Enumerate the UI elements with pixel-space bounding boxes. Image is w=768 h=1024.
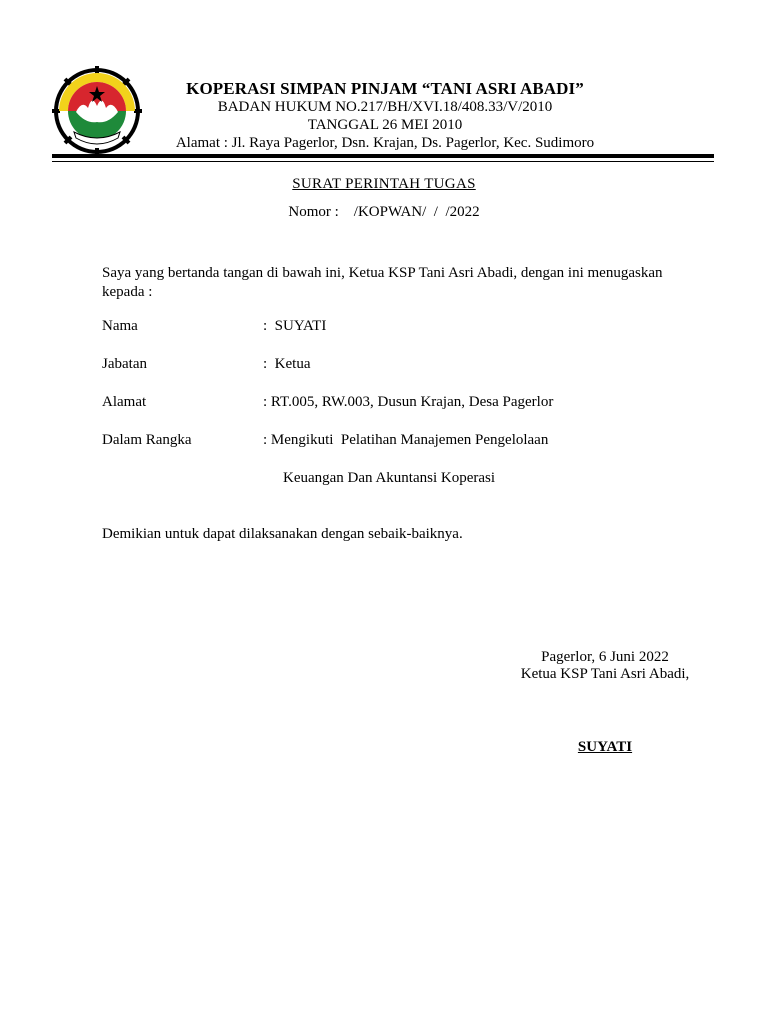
signature-role: Ketua KSP Tani Asri Abadi, bbox=[520, 666, 690, 682]
field-value-alamat: : RT.005, RW.003, Dusun Krajan, Desa Pagerlor bbox=[263, 394, 554, 410]
organization-address: Alamat : Jl. Raya Pagerlor, Dsn. Krajan, Ds. Pagerlor, Kec. Sudimoro bbox=[175, 135, 595, 151]
document-title: SURAT PERINTAH TUGAS bbox=[292, 176, 476, 192]
organization-name: KOPERASI SIMPAN PINJAM “TANI ASRI ABADI” bbox=[186, 79, 584, 98]
document-number: Nomor : /KOPWAN/ / /2022 bbox=[288, 204, 480, 220]
field-value-jabatan: : Ketua bbox=[263, 356, 311, 372]
registration-date: TANGGAL 26 MEI 2010 bbox=[307, 117, 463, 133]
letterhead-divider-thick bbox=[52, 154, 714, 158]
intro-paragraph: Saya yang bertanda tangan di bawah ini, Ketua KSP Tani Asri Abadi, dengan ini menugaskan kepada : bbox=[102, 265, 663, 300]
field-value-dalam-rangka: : Mengikuti Pelatihan Manajemen Pengelolaan bbox=[263, 432, 549, 448]
cooperative-emblem-icon bbox=[52, 64, 142, 158]
legal-registration: BADAN HUKUM NO.217/BH/XVI.18/408.33/V/2010 bbox=[217, 99, 553, 115]
letterhead-divider-thin bbox=[52, 161, 714, 162]
signature-place-date: Pagerlor, 6 Juni 2022 bbox=[541, 649, 669, 665]
field-label-dalam-rangka: Dalam Rangka bbox=[102, 432, 192, 448]
field-value-dalam-rangka-continued: Keuangan Dan Akuntansi Koperasi bbox=[283, 470, 496, 486]
field-value-nama: : SUYATI bbox=[263, 318, 327, 334]
signature-name: SUYATI bbox=[577, 739, 633, 755]
closing-paragraph: Demikian untuk dapat dilaksanakan dengan sebaik-baiknya. bbox=[102, 526, 463, 542]
field-label-nama: Nama bbox=[102, 318, 138, 334]
field-label-alamat: Alamat bbox=[102, 394, 147, 410]
field-label-jabatan: Jabatan bbox=[102, 356, 147, 372]
